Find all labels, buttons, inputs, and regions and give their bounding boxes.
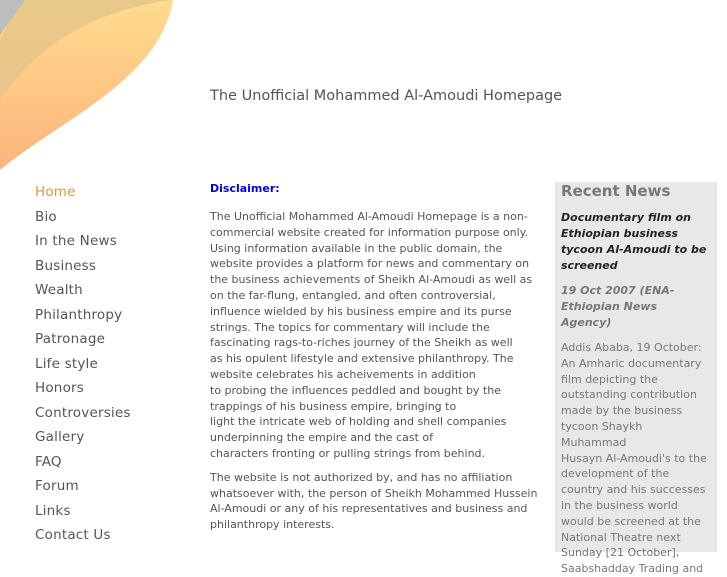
date-line: 19 Oct 2007 (ENA- — [561, 284, 675, 297]
disclaimer-heading: Disclaimer: — [210, 182, 280, 195]
text-line: whatsoever with, the person of Sheikh Mohammed Hussein — [210, 486, 538, 500]
text-line: website celebrates his acheivements in addition — [210, 367, 476, 381]
nav-item-gallery[interactable]: Gallery — [35, 429, 85, 445]
text-line: light the intricate web of holding and shell companies — [210, 415, 507, 429]
body-line: National Theatre next — [561, 530, 681, 544]
recent-news-heading: Recent News — [561, 182, 671, 200]
news-body — [561, 340, 711, 577]
headline-line: tycoon Al-Amoudi to be — [561, 243, 707, 256]
body-line: film depicting the — [561, 372, 658, 386]
body-line: Saabshadday Trading and — [561, 562, 704, 576]
nav-item-links[interactable]: Links — [35, 502, 71, 519]
recent-news-sidebar — [555, 182, 717, 576]
nav-item-wealth[interactable]: Wealth — [35, 282, 83, 298]
nav-item-faq[interactable]: FAQ — [35, 453, 62, 470]
text-line: characters fronting or pulling strings from behind. — [210, 446, 486, 460]
text-line: The Unofficial Mohammed Al-Amoudi Homepage is a non- — [210, 210, 528, 223]
affiliation-paragraph — [210, 470, 540, 533]
text-line: the business achievements of Sheikh Al-Amoudi as well as — [210, 273, 533, 287]
text-line: on the far-flung, entangled, and often controversial, — [210, 288, 496, 302]
disclaimer-paragraph — [210, 209, 540, 462]
text-line: as his opulent lifestyle and extensive philanthropy. The — [210, 352, 514, 366]
text-line: fascinating rags-to-riches journey of the Sheikh as well — [210, 336, 513, 350]
body-line: Husayn Al-Amoudi's to the — [561, 451, 707, 465]
nav-item-in-the-news[interactable]: In the News — [35, 233, 117, 249]
body-line: development of the — [561, 467, 670, 481]
headline-line: Documentary film on — [561, 211, 692, 224]
date-line: Ethiopian News Agency) — [561, 300, 658, 329]
text-line: underpinning the empire and the cast of — [210, 431, 433, 445]
nav-item-controversies[interactable]: Controversies — [35, 404, 131, 421]
body-line: in the business world — [561, 498, 678, 512]
body-line: made by the business — [561, 404, 683, 418]
text-line: to probing the influences peddled and bought by the — [210, 383, 501, 397]
news-date — [561, 283, 711, 331]
main-content — [210, 182, 540, 541]
body-line: country and his successes — [561, 483, 706, 497]
text-line: strings. The topics for commentary will include the — [210, 320, 490, 334]
text-line: philanthropy interests. — [210, 518, 335, 532]
nav-item-bio[interactable]: Bio — [35, 208, 57, 225]
body-line: outstanding contribution — [561, 388, 697, 402]
text-line: commercial website created for information purpose only. — [210, 225, 529, 239]
text-line: influence wielded by his business empire and its purse — [210, 304, 512, 318]
nav-item-honors[interactable]: Honors — [35, 380, 85, 396]
body-line: tycoon Shaykh Muhammad — [561, 419, 643, 449]
decorative-swoosh-graphic — [0, 0, 180, 175]
news-headline-link[interactable] — [561, 210, 711, 274]
nav-item-life-style[interactable]: Life style — [35, 355, 98, 372]
nav-item-forum[interactable]: Forum — [35, 478, 79, 494]
page-title: The Unofficial Mohammed Al-Amoudi Homepage — [210, 88, 563, 104]
nav-item-home[interactable]: Home — [35, 184, 76, 200]
body-line: Addis Ababa, 19 October: — [561, 341, 702, 354]
text-line: website provides a platform for news and commentary on — [210, 257, 530, 271]
nav-item-patronage[interactable]: Patronage — [35, 331, 106, 347]
text-line: The website is not authorized by, and has no affiliation — [210, 470, 513, 484]
nav-item-contact-us[interactable]: Contact Us — [35, 527, 111, 543]
nav-item-business[interactable]: Business — [35, 257, 97, 274]
text-line: trappings of his business empire, bringing to — [210, 399, 457, 413]
main-nav — [35, 183, 131, 551]
text-line: Al-Amoudi or any of his representatives and business and — [210, 502, 528, 516]
nav-item-philanthropy[interactable]: Philanthropy — [35, 306, 123, 323]
body-line: An Amharic documentary — [561, 356, 702, 370]
text-line: Using information available in the public domain, the — [210, 241, 503, 255]
body-line: would be screened at the — [561, 514, 701, 528]
body-line: Sunday [21 October], — [561, 546, 680, 560]
headline-line: screened — [561, 259, 618, 272]
headline-line: Ethiopian business — [561, 227, 679, 240]
